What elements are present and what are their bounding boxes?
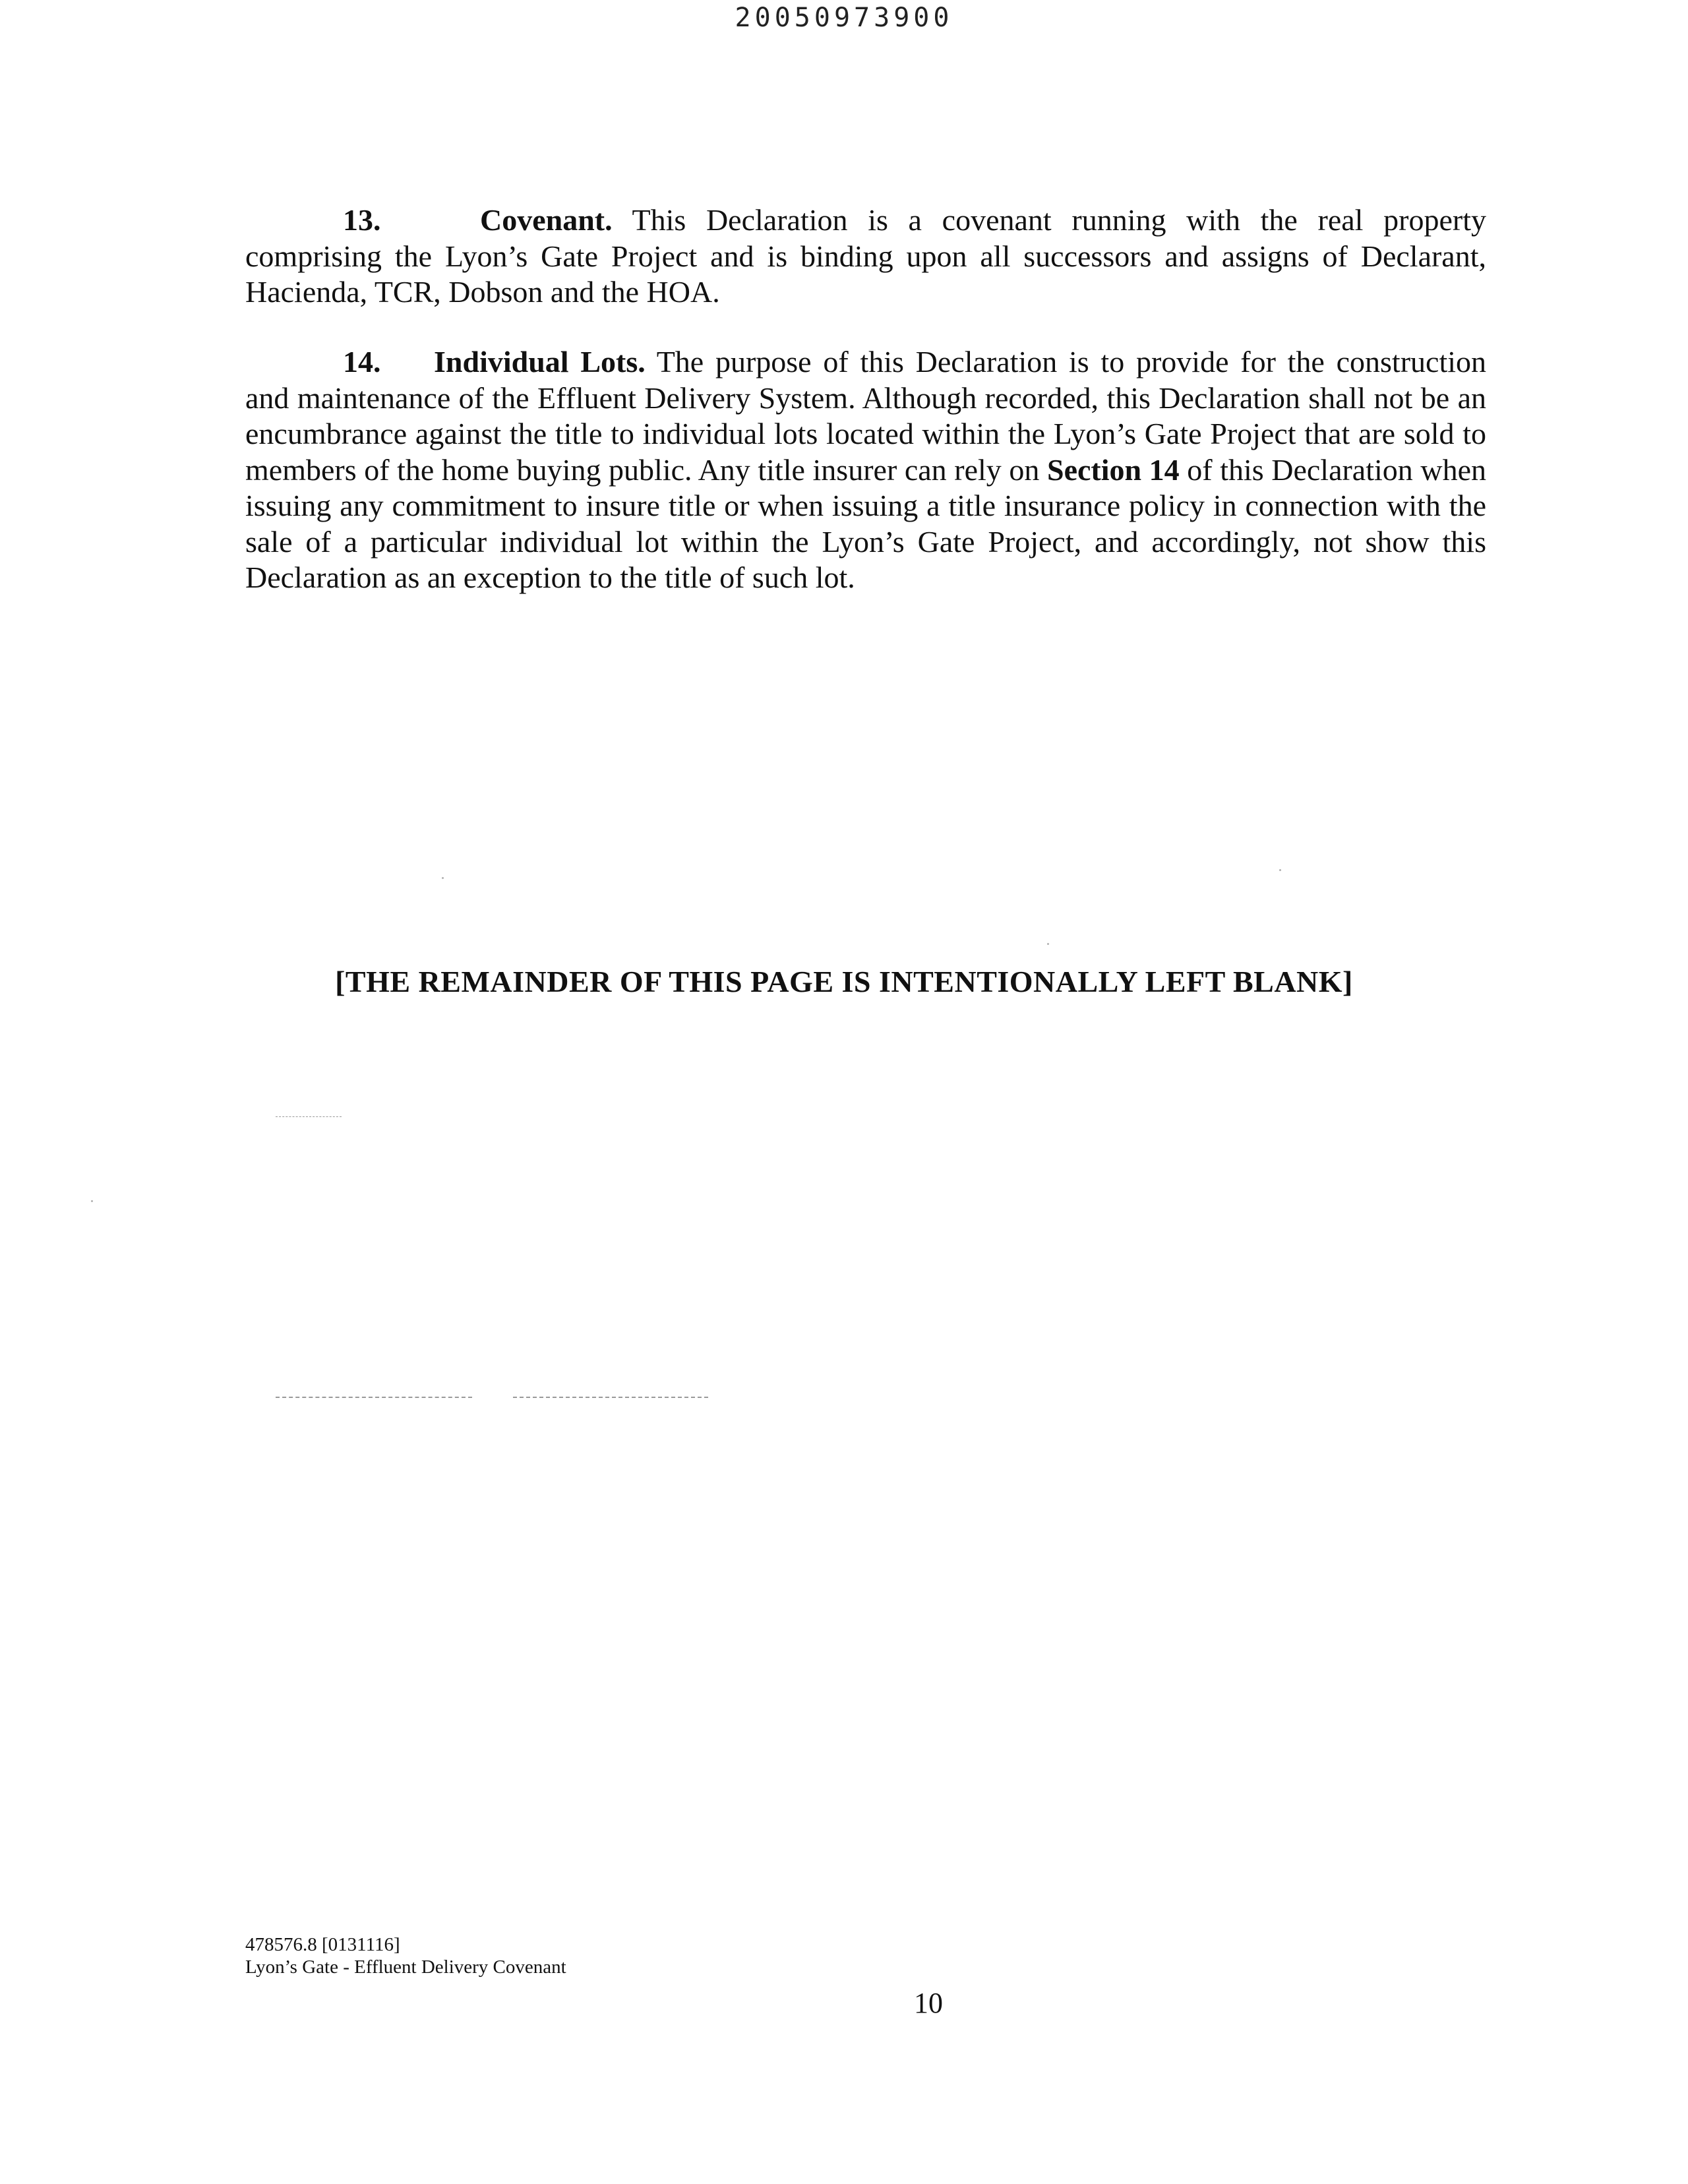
scan-artifact-dot (442, 877, 444, 879)
document-footer (245, 1933, 566, 1978)
footer-doc-title: Lyon’s Gate - Effluent Delivery Covenant (245, 1957, 566, 1978)
section-14-paragraph (245, 344, 1486, 596)
scan-artifact-dot (1047, 943, 1049, 945)
section-13-title: Covenant. (480, 203, 613, 237)
section-14-reference: Section 14 (1046, 452, 1180, 487)
scan-artifact-line (276, 1397, 472, 1398)
section-13-text: This Declaration is a covenant running with the real property comprising the Lyon’s Gate Project and is binding upon all successors and assigns of Declarant, Hacienda, TCR, Dobson and the HOA. (245, 203, 1486, 309)
section-14-title: Individual Lots. (434, 345, 646, 379)
page-number: 10 (914, 1987, 943, 2019)
document-number: 20050973900 (735, 3, 953, 33)
scan-artifact-dot (91, 1200, 93, 1202)
scan-artifact-line (276, 1116, 342, 1117)
section-14-number: 14. (343, 345, 381, 379)
section-14-text-after: of this Declaration when issuing any commitment to insure title or when issuing a title insurance policy in connection with the sale of a particular individual lot within the Lyon’s Gate Project, and accordingly, not show this Declaration as an exception to the title of such lot. (245, 452, 1487, 594)
scan-artifact-line (513, 1397, 708, 1398)
blank-page-notice: [THE REMAINDER OF THIS PAGE IS INTENTIONALLY LEFT BLANK] (335, 965, 1353, 998)
scan-artifact-dot (1279, 869, 1281, 871)
section-13-number: 13. (343, 203, 381, 237)
footer-doc-id: 478576.8 [0131116] (245, 1934, 400, 1955)
section-13-paragraph (245, 202, 1486, 311)
section-14-text-before: The purpose of this Declaration is to provide for the construction and maintenance of the Effluent Delivery System. Although recorded, this Declaration shall not be an encumbrance against the title to individual lots located within the Lyon’s Gate Project that are sold to members of the home buying public. Any title insurer can rely on (245, 345, 1487, 487)
